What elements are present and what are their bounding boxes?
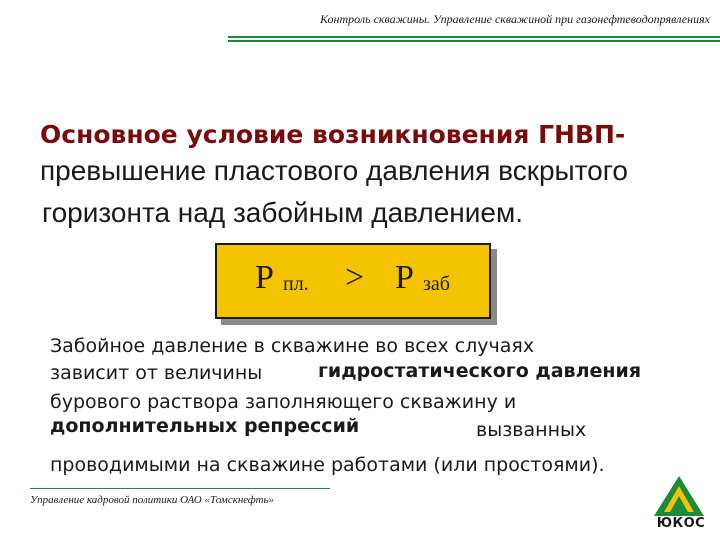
- paragraph-emphasis: гидростатического давления: [318, 360, 642, 382]
- footer-note: Управление кадровой политики ОАО «Томскнефть»: [30, 494, 275, 506]
- header-rule-top: [228, 36, 720, 38]
- footer-rule: [30, 488, 330, 489]
- heading-line-2: превышение пластового давления вскрытого: [40, 155, 628, 186]
- paragraph-line-3: бурового раствора заполняющего скважину и: [50, 391, 517, 413]
- paragraph-line-1: Забойное давление в скважине во всех случаях: [50, 335, 535, 357]
- formula-p2: Р: [395, 259, 414, 296]
- header-title: Контроль скважины. Управление скважиной при газонефтеводопрявлениях: [320, 12, 710, 26]
- heading-line-3: горизонта над забойным давлением.: [42, 197, 523, 228]
- heading-bold: Основное условие возникновения ГНВП-: [40, 120, 626, 149]
- paragraph-line-2: [50, 360, 710, 386]
- paragraph-text: вызванных: [476, 419, 587, 441]
- formula-sub2: заб: [423, 273, 450, 295]
- slide-heading: [40, 118, 720, 228]
- paragraph-text: зависит от величины: [50, 362, 263, 384]
- paragraph-emphasis: дополнительных репрессий: [50, 415, 360, 437]
- formula-operator: >: [345, 259, 365, 296]
- header-rule-bottom: [228, 40, 720, 42]
- formula-sub1: пл.: [283, 273, 309, 295]
- paragraph-line-5: проводимыми на скважине работами (или простоями).: [50, 454, 605, 476]
- formula-p1: Р: [255, 259, 274, 296]
- formula-box: [215, 243, 491, 319]
- logo-wordmark: ЮКОС: [656, 516, 706, 531]
